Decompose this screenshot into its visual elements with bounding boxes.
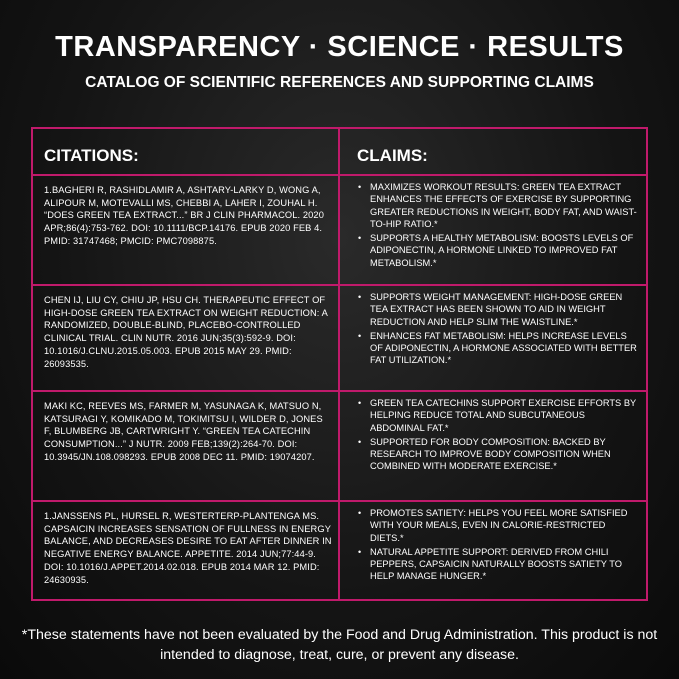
- claim-item: • PROMOTES SATIETY: HELPS YOU FEEL MORE SATISFIED WITH YOUR MEALS, EVEN IN CALORIE-RESTRICTED DIETS.*: [370, 507, 640, 544]
- claims-list: [340, 176, 646, 269]
- claim-item: • ENHANCES FAT METABOLISM: HELPS INCREASE LEVELS OF ADIPONECTIN, A HORMONE ASSOCIATED WITH BETTER FAT UTILIZATION.*: [370, 330, 640, 367]
- citation-cell: MAKI KC, REEVES MS, FARMER M, YASUNAGA K, MATSUO N, KATSURAGI Y, KOMIKADO M, TOKIMITSU I, WILDER D, JONES F, BLUMBERG JB, CARTWRIGHT Y. “GREEN TEA CATECHIN CONSUMPTION...” J NUTR. 2009 FEB;139(2):264-70. DOI: 10.3945/JN.108.098293. EPUB 2008 DEC 11. PMID: 19074207.: [33, 392, 340, 502]
- claims-list: [340, 286, 646, 367]
- claim-item: • MAXIMIZES WORKOUT RESULTS: GREEN TEA EXTRACT ENHANCES THE EFFECTS OF EXERCISE BY SUPPORTING GREATER REDUCTIONS IN WEIGHT, BODY FAT, AND WAIST-TO-HIP RATIO.*: [370, 181, 640, 230]
- claims-cell: [340, 502, 646, 599]
- claims-cell: [340, 286, 646, 392]
- claim-item: • SUPPORTS A HEALTHY METABOLISM: BOOSTS LEVELS OF ADIPONECTIN, A HORMONE LINKED TO IMPROVED FAT METABOLISM.*: [370, 232, 640, 269]
- citation-cell: 1.JANSSENS PL, HURSEL R, WESTERTERP-PLANTENGA MS. CAPSAICIN INCREASES SENSATION OF FULLNESS IN ENERGY BALANCE, AND DECREASES DESIRE TO EAT AFTER DINNER IN NEGATIVE ENERGY BALANCE. APPETITE. 2014 JUN;77:44-9. DOI: 10.1016/J.APPET.2014.02.018. EPUB 2014 MAR 12. PMID: 24630935.: [33, 502, 340, 599]
- citations-heading: CITATIONS:: [33, 129, 340, 176]
- claims-heading: CLAIMS:: [340, 129, 646, 176]
- claims-list: [340, 502, 646, 583]
- claim-item: • GREEN TEA CATECHINS SUPPORT EXERCISE EFFORTS BY HELPING REDUCE TOTAL AND SUBCUTANEOUS ABDOMINAL FAT.*: [370, 397, 640, 434]
- claim-item: • SUPPORTS WEIGHT MANAGEMENT: HIGH-DOSE GREEN TEA EXTRACT HAS BEEN SHOWN TO AID IN WEIGHT REDUCTION AND HELP SLIM THE WAISTLINE.*: [370, 291, 640, 328]
- citation-cell: CHEN IJ, LIU CY, CHIU JP, HSU CH. THERAPEUTIC EFFECT OF HIGH-DOSE GREEN TEA EXTRACT ON WEIGHT REDUCTION: A RANDOMIZED, DOUBLE-BLIND, PLACEBO-CONTROLLED CLINICAL TRIAL. CLIN NUTR. 2016 JUN;35(3):592-9. DOI: 10.1016/J.CLNU.2015.05.003. EPUB 2015 MAY 29. PMID: 26093535.: [33, 286, 340, 392]
- page-subtitle: CATALOG OF SCIENTIFIC REFERENCES AND SUPPORTING CLAIMS: [85, 74, 594, 91]
- fda-disclaimer: *These statements have not been evaluated by the Food and Drug Administration. This product is not intended to diagnose, treat, cure, or prevent any disease.: [21, 627, 658, 663]
- claim-item: • SUPPORTED FOR BODY COMPOSITION: BACKED BY RESEARCH TO IMPROVE BODY COMPOSITION WHEN COMBINED WITH MODERATE EXERCISE.*: [370, 436, 640, 473]
- references-table: [31, 127, 648, 601]
- claims-cell: [340, 176, 646, 286]
- claims-list: [340, 392, 646, 473]
- claim-item: • NATURAL APPETITE SUPPORT: DERIVED FROM CHILI PEPPERS, CAPSAICIN NATURALLY BOOSTS SATIETY TO HELP MANAGE HUNGER.*: [370, 546, 640, 583]
- citation-cell: 1.BAGHERI R, RASHIDLAMIR A, ASHTARY-LARKY D, WONG A, ALIPOUR M, MOTEVALLI MS, CHEBBI A, LAHER I, ZOUHAL H. “DOES GREEN TEA EXTRACT...” BR J CLIN PHARMACOL. 2020 APR;86(4):753-762. DOI: 10.1111/BCP.14176. EPUB 2020 FEB 4. PMID: 31747468; PMCID: PMC7098875.: [33, 176, 340, 286]
- claims-cell: [340, 392, 646, 502]
- page-title: TRANSPARENCY · SCIENCE · RESULTS: [55, 31, 624, 63]
